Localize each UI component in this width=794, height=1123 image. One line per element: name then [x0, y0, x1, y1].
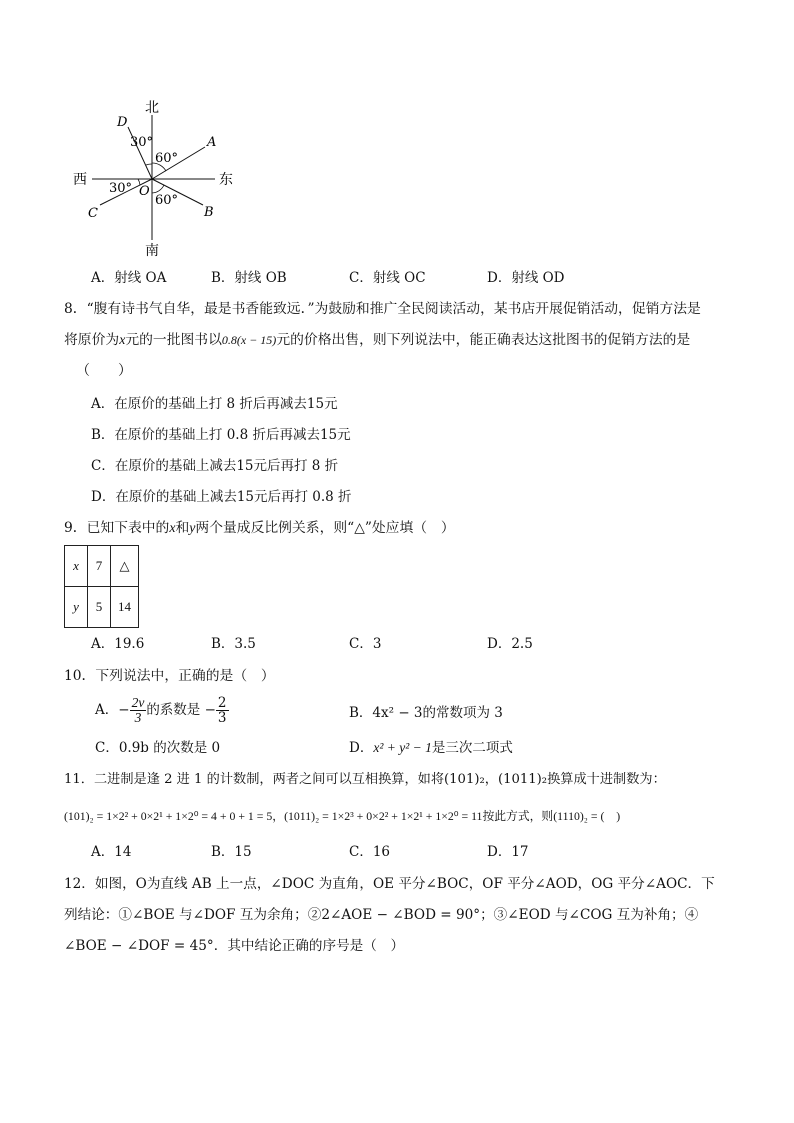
q11-option-a: A．14	[91, 844, 132, 860]
q10-option-a	[95, 696, 229, 725]
q7-option-c: C．射线 OC	[349, 270, 426, 286]
q11-line-1: 11．二进制是逢 2 进 1 的计数制，两者之间可以互相换算，如将(101)₂，(1011)₂换算成十进制数为：	[64, 772, 666, 787]
q10-option-d	[349, 738, 513, 758]
q9-var-x: x	[169, 520, 176, 535]
q9-option-d: D．2.5	[487, 636, 533, 652]
q8-text-b: 元的一批图书以	[125, 332, 222, 348]
q11-line-2: (101)₂ = 1×2² + 0×2¹ + 1×2⁰ = 4 + 0 + 1 = 5，(1011)₂ = 1×2³ + 0×2² + 1×2¹ + 1×2⁰ = 11按此方式，则(1110)₂ = ( )	[64, 809, 621, 823]
q9-text-c: 两个量成反比例关系，则“△”处应填（ ）	[195, 520, 455, 536]
label-east: 东	[219, 172, 233, 188]
angle-label-30-left: 30°	[109, 181, 133, 196]
label-north: 北	[145, 100, 159, 116]
q9-ratio-table	[64, 545, 139, 628]
q9-option-a: A．19.6	[91, 636, 145, 652]
q10-d-label: D．	[349, 740, 374, 756]
q10-a-mid: 的系数是 −	[146, 702, 216, 718]
table-cell: △	[111, 546, 139, 587]
q10-option-b: B．4x² − 3的常数项为 3	[349, 705, 503, 721]
q8-option-a: A．在原价的基础上打 8 折后再减去15元	[91, 396, 338, 412]
q8-line-2	[64, 330, 690, 350]
q8-text-c: 元的价格出售，则下列说法中，能正确表达这批图书的促销方法的是	[276, 332, 691, 348]
angle-label-60-bottom: 60°	[155, 193, 179, 208]
angle-label-60-top: 60°	[155, 151, 179, 166]
q7-option-d: D．射线 OD	[487, 270, 565, 286]
q12-line-2: 列结论：①∠BOE 与∠DOF 互为余角；②2∠AOE − ∠BOD = 90°；③∠EOD 与∠COG 互为补角；④	[64, 907, 699, 923]
q10-d-tail: 是三次二项式	[431, 740, 513, 756]
label-d: D	[117, 115, 128, 130]
q9-option-b: B．3.5	[211, 636, 256, 652]
angle-arc-60-bottom	[152, 185, 164, 193]
q8-option-c: C．在原价的基础上减去15元后再打 8 折	[91, 458, 339, 474]
q10-a-fraction-2: $\frac{2}{3}$	[217, 695, 227, 726]
q8-option-d: D．在原价的基础上减去15元后再打 0.8 折	[91, 489, 352, 505]
table-cell: y	[65, 587, 88, 628]
table-row	[65, 587, 139, 628]
table-cell: 7	[88, 546, 111, 587]
q11-option-b: B．15	[211, 844, 252, 860]
label-c: C	[88, 206, 98, 221]
q8-text-a: 将原价为	[64, 332, 120, 348]
label-o: O	[139, 184, 150, 199]
table-cell: 5	[88, 587, 111, 628]
label-south: 南	[145, 243, 159, 259]
q10-stem: 10．下列说法中，正确的是（ ）	[64, 668, 275, 684]
q12-line-3: ∠BOE − ∠DOF = 45°．其中结论正确的序号是（ ）	[64, 938, 405, 954]
table-row	[65, 546, 139, 587]
q9-option-c: C．3	[349, 636, 382, 652]
q8-option-b: B．在原价的基础上打 0.8 折后再减去15元	[91, 427, 351, 443]
q12-line-1: 12．如图，O为直线 AB 上一点，∠DOC 为直角，OE 平分∠BOC，OF 平分∠AOD，OG 平分∠AOC．下	[64, 876, 715, 892]
q7-option-a: A．射线 OA	[91, 270, 167, 286]
q10-a-fraction-1: $\frac{2v}{3}$	[131, 695, 145, 725]
label-west: 西	[73, 172, 87, 188]
direction-figure	[70, 95, 250, 265]
q8-line-1: 8．“腹有诗书气自华，最是书香能致远．”为鼓励和推广全民阅读活动，某书店开展促销活动，促销方法是	[64, 301, 701, 317]
q9-var-y: y	[189, 520, 196, 535]
q7-option-b: B．射线 OB	[211, 270, 287, 286]
label-b: B	[204, 205, 214, 220]
q11-option-d: D．17	[487, 844, 529, 860]
label-a: A	[207, 135, 217, 150]
table-cell: 14	[111, 587, 139, 628]
q10-d-expression: x² + y² − 1	[373, 740, 432, 755]
q8-answer-paren: （ ）	[76, 363, 132, 379]
table-cell: x	[65, 546, 88, 587]
angle-arc-30-top	[146, 164, 152, 165]
q10-a-label: A．−	[95, 702, 130, 718]
q9-text-a: 9．已知下表中的	[64, 520, 170, 536]
q10-option-c: C．0.9b 的次数是 0	[95, 740, 221, 756]
q9-stem	[64, 518, 455, 538]
angle-label-30-top: 30°	[130, 135, 154, 150]
q9-text-b: 和	[175, 520, 190, 536]
q8-var-x: x	[119, 332, 126, 347]
q8-expression: 0.8(x − 15)	[221, 333, 277, 347]
q11-option-c: C．16	[349, 844, 391, 860]
